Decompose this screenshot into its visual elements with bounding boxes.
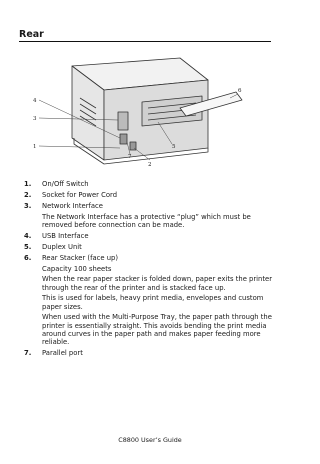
item-label: Parallel port <box>42 349 83 358</box>
callout-label-1: 1 <box>33 144 37 150</box>
item-label: Rear Stacker (face up) <box>42 254 118 262</box>
list-item <box>24 191 274 199</box>
item-number: 4. <box>24 232 32 240</box>
list-item <box>24 202 274 229</box>
callout-label-3: 3 <box>33 116 37 122</box>
item-number: 2. <box>24 191 32 199</box>
section-title: Rear <box>19 29 271 42</box>
item-label: On/Off Switch <box>42 180 89 188</box>
item-label: Socket for Power Cord <box>42 191 118 199</box>
callout-label-7: 7 <box>128 154 132 160</box>
callout-label-5: 5 <box>172 144 176 150</box>
list-item <box>24 180 274 188</box>
item-label: USB Interface <box>42 232 89 240</box>
item-label: Duplex Unit <box>42 243 82 251</box>
item-number: 3. <box>24 202 32 210</box>
page-footer: C8800 User’s Guide <box>118 436 182 444</box>
list-item <box>24 232 274 240</box>
item-description: Capacity 100 sheets <box>42 264 112 273</box>
item-number: 5. <box>24 243 32 251</box>
item-label: Network Interface <box>42 202 103 210</box>
list-item <box>24 254 274 347</box>
rear-features-list <box>24 180 274 360</box>
list-item <box>24 243 274 251</box>
item-description: When used with the Multi-Purpose Tray, the paper path through the printer is essentially straight. This avoids bending the print media around curves in the paper path and makes paper feeding more reliable. <box>42 313 272 347</box>
callout-label-6: 6 <box>238 88 242 94</box>
callout-label-4: 4 <box>33 98 37 104</box>
list-item <box>24 349 274 357</box>
item-description: When the rear paper stacker is folded down, paper exits the printer through the rear of the printer and is stacked face up. <box>42 275 273 292</box>
callout-label-2: 2 <box>148 162 152 168</box>
printer-rear-illustration <box>30 52 250 172</box>
item-description: The Network Interface has a protective “plug” which must be removed before connection can be made. <box>42 212 251 229</box>
item-description: This is used for labels, heavy print media, envelopes and custom paper sizes. <box>42 294 264 311</box>
item-number: 6. <box>24 254 32 262</box>
item-number: 7. <box>24 349 32 358</box>
item-number: 1. <box>24 180 32 188</box>
